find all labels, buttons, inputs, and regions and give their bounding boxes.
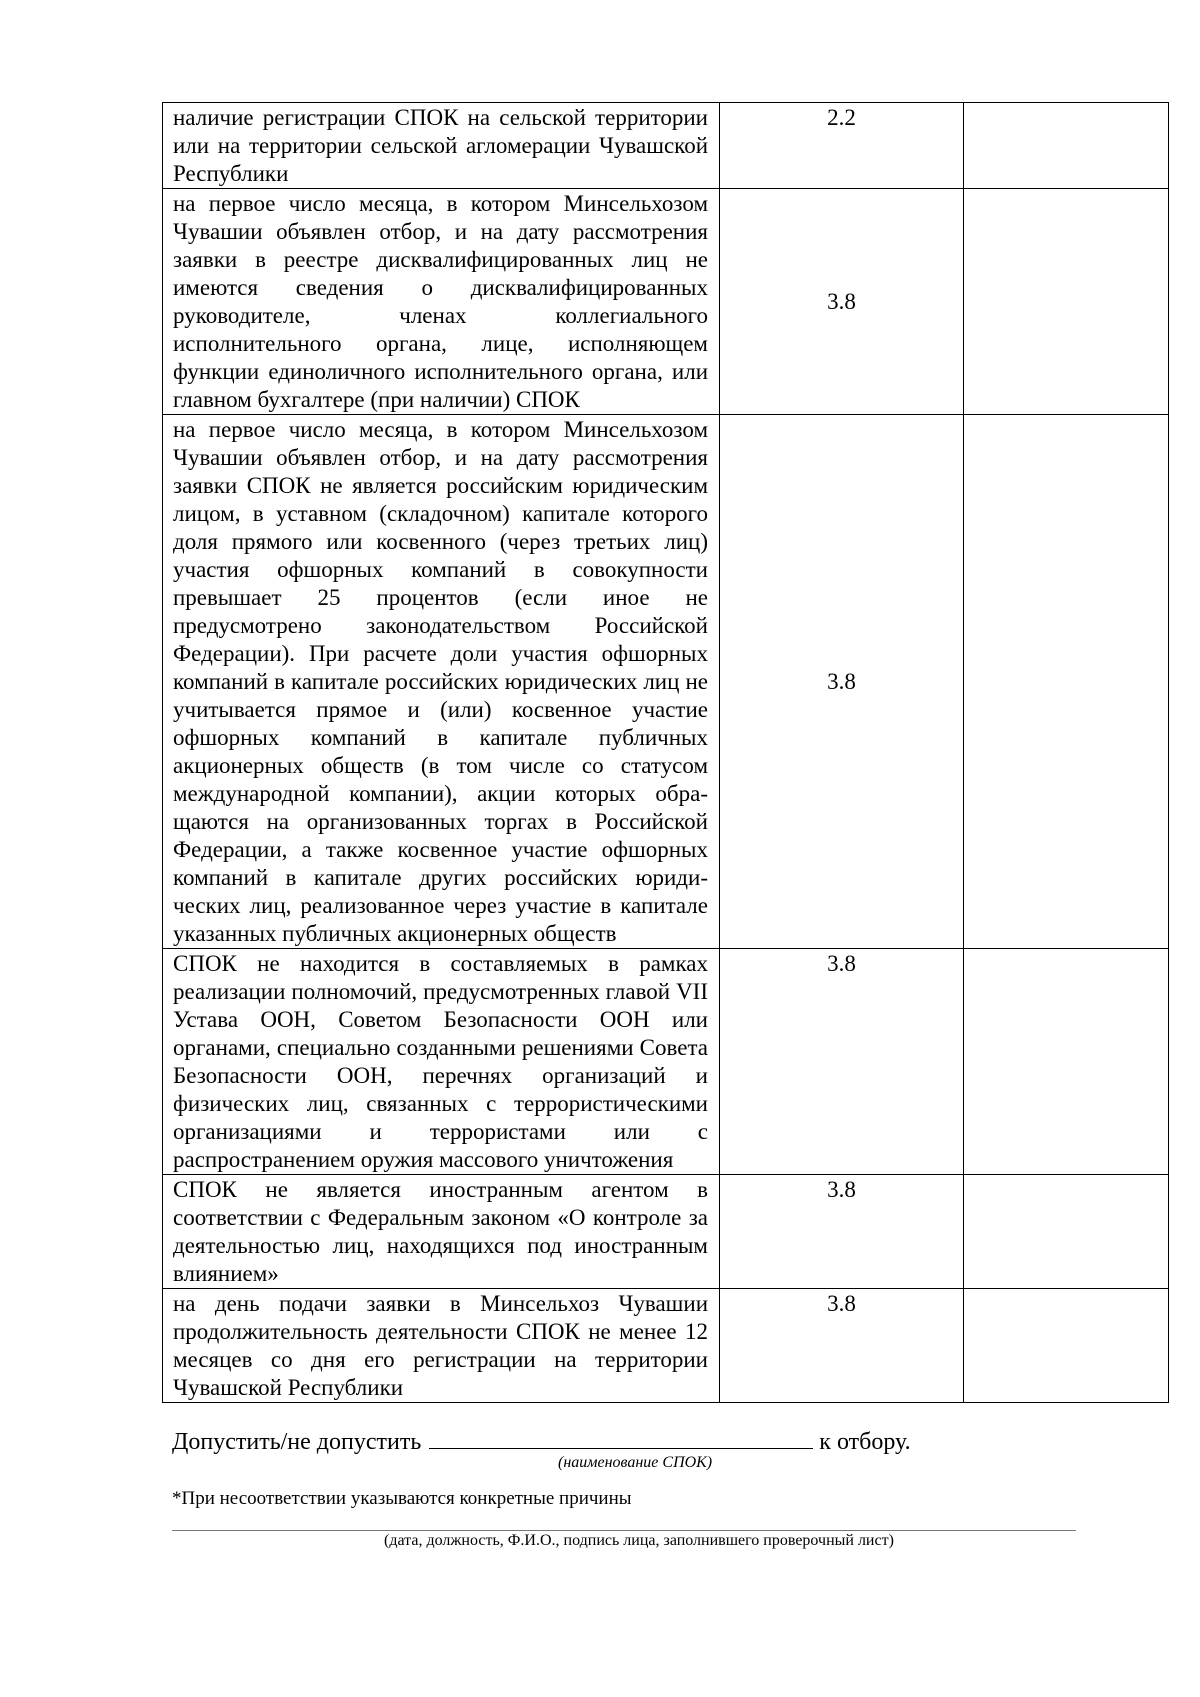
checklist-table bbox=[162, 102, 1169, 1403]
footnote: *При несоответствии указываются конкретные причины bbox=[172, 1488, 632, 1509]
reference-cell: 2.2 bbox=[720, 103, 964, 189]
reference-cell: 3.8 bbox=[720, 415, 964, 949]
spok-name-blank[interactable] bbox=[429, 1428, 813, 1449]
mark-cell bbox=[964, 1175, 1169, 1289]
table-row bbox=[163, 189, 1169, 415]
reference-cell: 3.8 bbox=[720, 949, 964, 1175]
mark-cell bbox=[964, 415, 1169, 949]
name-caption: (наименование СПОК) bbox=[558, 1454, 713, 1471]
table-row bbox=[163, 1175, 1169, 1289]
admit-label: Допустить/не допустить bbox=[172, 1429, 422, 1455]
table-row bbox=[163, 415, 1169, 949]
criterion-cell: СПОК не находится в составляемых в рамках реализации полномочий, предусмотренных главой VII Устава ООН, Советом Безопасности ООН или органами, специально созданными решениями Совета Безопасности ООН, перечнях организаций и физических лиц, связанных с террористическими организациями и террористами или с распространением оружия массового уничтожения bbox=[163, 949, 720, 1175]
criterion-cell: на день подачи заявки в Минсельхоз Чувашии продолжительность деятельности СПОК не менее 12 месяцев со дня его регистрации на территории Чувашской Республики bbox=[163, 1289, 720, 1403]
table-row bbox=[163, 1289, 1169, 1403]
criterion-cell: на первое число месяца, в котором Минсельхозом Чувашии объявлен отбор, и на дату рассмотрения заявки СПОК не является российским юридическим лицом, в уставном (складочном) капитале которого доля прямого или косвенного (через третьих лиц) участия офшорных компаний в совокупности превышает 25 процентов (если иное не предусмотрено законодательством Российской Федерации). При расчете доли участия офшорных компаний в капитале российских юридических лиц не учитывается прямое и (или) косвенное участие офшорных компаний в капитале публичных акционерных обществ (в том числе со статусом международной компании), акции которых обращаются на организованных торгах в Российской Федерации, а также косвенное участие офшорных компаний в капитале других российских юридических лиц, реализованное через участие в капитале указанных публичных акционерных обществ bbox=[163, 415, 720, 949]
admission-line bbox=[172, 1428, 911, 1456]
signature-line[interactable] bbox=[172, 1530, 1076, 1531]
mark-cell bbox=[964, 103, 1169, 189]
mark-cell bbox=[964, 189, 1169, 415]
table-row bbox=[163, 949, 1169, 1175]
reference-cell: 3.8 bbox=[720, 189, 964, 415]
criterion-cell: на первое число месяца, в котором Минсельхозом Чувашии объявлен отбор, и на дату рассмотрения заявки в реестре дисквалифицированных лиц не имеются сведения о дисквалифицированных руководителе, членах коллегиального исполнительного органа, лице, исполняющем функции единоличного исполнительного органа, или главном бухгалтере (при наличии) СПОК bbox=[163, 189, 720, 415]
reference-cell: 3.8 bbox=[720, 1175, 964, 1289]
signature-caption: (дата, должность, Ф.И.О., подпись лица, заполнившего проверочный лист) bbox=[384, 1532, 894, 1549]
reference-cell: 3.8 bbox=[720, 1289, 964, 1403]
criterion-cell: наличие регистрации СПОК на сельской территории или на территории сельской агломерации Чувашской Республики bbox=[163, 103, 720, 189]
mark-cell bbox=[964, 949, 1169, 1175]
to-selection-label: к отбору. bbox=[819, 1429, 911, 1455]
table-row bbox=[163, 103, 1169, 189]
mark-cell bbox=[964, 1289, 1169, 1403]
criterion-cell: СПОК не является иностранным агентом в соответствии с Федеральным законом «О контроле за деятельностью лиц, находящихся под иностранным влиянием» bbox=[163, 1175, 720, 1289]
